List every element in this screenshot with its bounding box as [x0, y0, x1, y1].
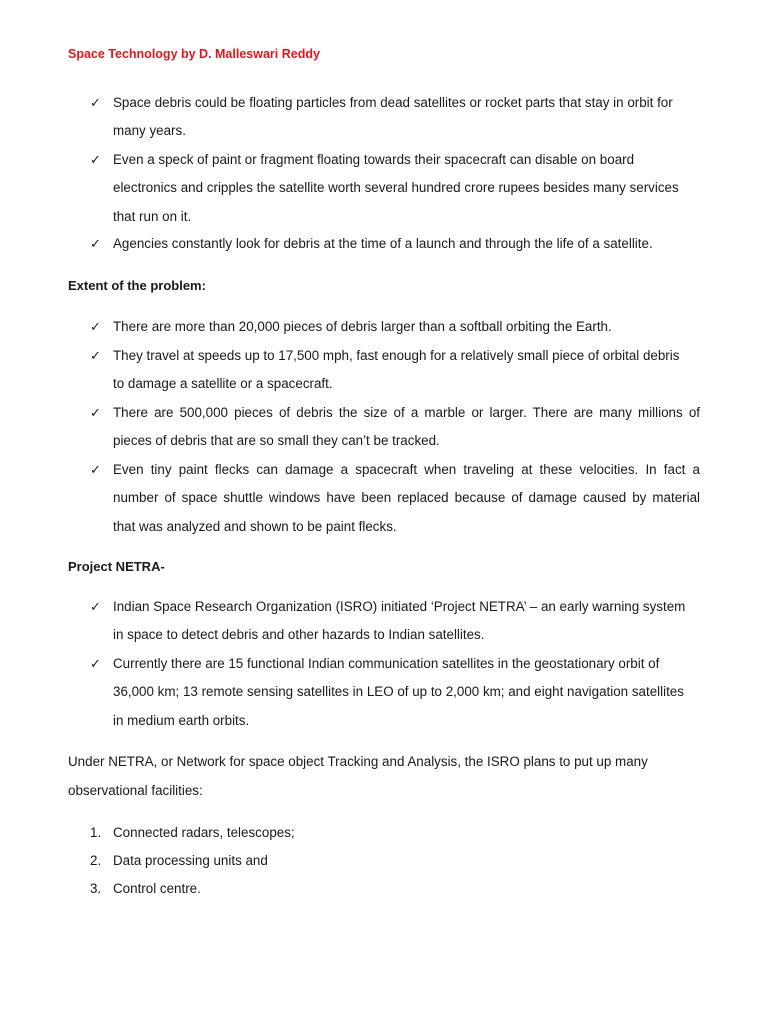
checkmark-icon: ✓	[90, 599, 101, 614]
list-item-text: Space debris could be floating particles from dead satellites or rocket parts that stay in orbit for	[113, 95, 673, 110]
list-item-text: Even a speck of paint or fragment floating towards their spacecraft can disable on board	[113, 152, 635, 167]
item-number: 3.	[90, 881, 102, 896]
body-paragraph-line: Under NETRA, or Network for space object Tracking and Analysis, the ISRO plans to put up many	[68, 754, 648, 769]
checkmark-icon: ✓	[90, 405, 101, 420]
numbered-item-text: Control centre.	[113, 881, 201, 896]
list-item-text: in space to detect debris and other hazards to Indian satellites.	[113, 627, 485, 642]
list-item-text: Even tiny paint flecks can damage a spacecraft when traveling at these velocities. In fact a	[113, 462, 700, 477]
checkmark-icon: ✓	[90, 462, 101, 477]
list-item-text: that was analyzed and shown to be paint flecks.	[113, 519, 397, 534]
item-number: 2.	[90, 853, 102, 868]
body-paragraph-line: observational facilities:	[68, 783, 203, 798]
list-item-text: number of space shuttle windows have been replaced because of damage caused by material	[113, 490, 700, 505]
section-heading: Project NETRA-	[68, 559, 165, 574]
item-number: 1.	[90, 825, 102, 840]
list-item-text: They travel at speeds up to 17,500 mph, fast enough for a relatively small piece of orbital debris	[113, 348, 680, 363]
numbered-item-text: Connected radars, telescopes;	[113, 825, 295, 840]
section-heading: Extent of the problem:	[68, 278, 206, 293]
list-item-text: in medium earth orbits.	[113, 713, 250, 728]
list-item-text: to damage a satellite or a spacecraft.	[113, 376, 333, 391]
checkmark-icon: ✓	[90, 319, 101, 334]
list-item-text: that run on it.	[113, 209, 192, 224]
list-item-text: Indian Space Research Organization (ISRO) initiated ‘Project NETRA’ – an early warning system	[113, 599, 686, 614]
checkmark-icon: ✓	[90, 236, 101, 251]
list-item-text: There are 500,000 pieces of debris the size of a marble or larger. There are many millions of	[113, 405, 700, 420]
page-header: Space Technology by D. Malleswari Reddy	[68, 47, 320, 61]
checkmark-icon: ✓	[90, 656, 101, 671]
list-item-text: many years.	[113, 123, 186, 138]
list-item-text: Agencies constantly look for debris at the time of a launch and through the life of a satellite.	[113, 236, 653, 251]
checkmark-icon: ✓	[90, 152, 101, 167]
list-item-text: Currently there are 15 functional Indian communication satellites in the geostationary orbit of	[113, 656, 660, 671]
checkmark-icon: ✓	[90, 95, 101, 110]
checkmark-icon: ✓	[90, 348, 101, 363]
numbered-item-text: Data processing units and	[113, 853, 268, 868]
list-item-text: electronics and cripples the satellite worth several hundred crore rupees besides many services	[113, 180, 679, 195]
list-item-text: There are more than 20,000 pieces of debris larger than a softball orbiting the Earth.	[113, 319, 612, 334]
list-item-text: pieces of debris that are so small they can’t be tracked.	[113, 433, 440, 448]
list-item-text: 36,000 km; 13 remote sensing satellites in LEO of up to 2,000 km; and eight navigation satellites	[113, 684, 684, 699]
